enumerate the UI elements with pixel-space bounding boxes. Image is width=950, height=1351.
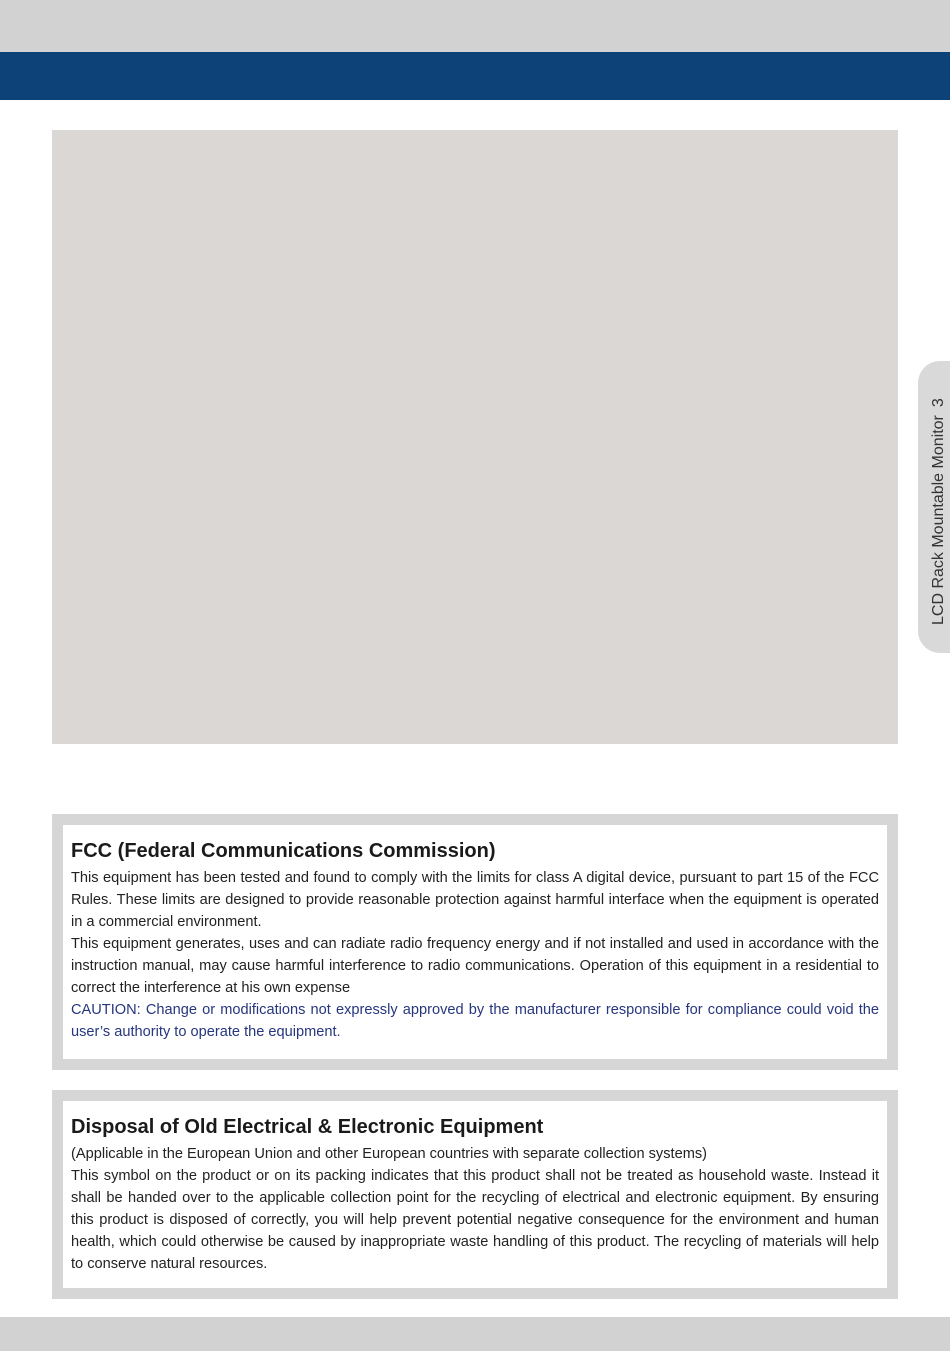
- weee-title: Disposal of Old Electrical & Electronic Equipment: [71, 1116, 544, 1138]
- fcc-caution: CAUTION: Change or modifications not expressly approved by the manufacturer responsible for compliance could void the user’s authority to operate the equipment.: [71, 1002, 879, 1040]
- fcc-paragraph-1: This equipment has been tested and found to comply with the limits for class A digital device, pursuant to part 15 of the FCC Rules. These limits are designed to provide reasonable protection against harmful interface when the equipment is operated in a commercial environment.: [71, 870, 879, 930]
- side-tab-label: LCD Rack Mountable Monitor: [930, 415, 947, 625]
- weee-subtitle: (Applicable in the European Union and other European countries with separate collection systems): [71, 1146, 708, 1162]
- image-placeholder-panel: [52, 130, 898, 744]
- fcc-title: FCC (Federal Communications Commission): [71, 840, 496, 862]
- fcc-paragraph-2: This equipment generates, uses and can radiate radio frequency energy and if not installed and used in accordance with the instruction manual, may cause harmful interference to radio communications. Operation of this equipment in a residential to correct the interference at his own expense: [71, 936, 879, 996]
- side-tab: [918, 361, 950, 653]
- bottom-margin-strip: [0, 1317, 950, 1351]
- fcc-notice-box: [52, 814, 898, 1070]
- weee-notice-box: [52, 1090, 898, 1299]
- weee-paragraph: This symbol on the product or on its packing indicates that this product shall not be treated as household waste. Instead it shall be handed over to the applicable collection point for the recycling of electrical and electronic equipment. By ensuring this product is disposed of correctly, you will help prevent potential negative consequence for the environment and human health, which could otherwise be caused by inappropriate waste handling of this product. The recycling of materials will help to conserve natural resources.: [71, 1168, 879, 1272]
- top-margin-strip: [0, 0, 950, 52]
- weee-notice-content: [63, 1101, 887, 1288]
- page-number: 3: [930, 398, 947, 408]
- side-tab-text: [923, 333, 950, 633]
- header-band: [0, 52, 950, 100]
- fcc-notice-content: [63, 825, 887, 1059]
